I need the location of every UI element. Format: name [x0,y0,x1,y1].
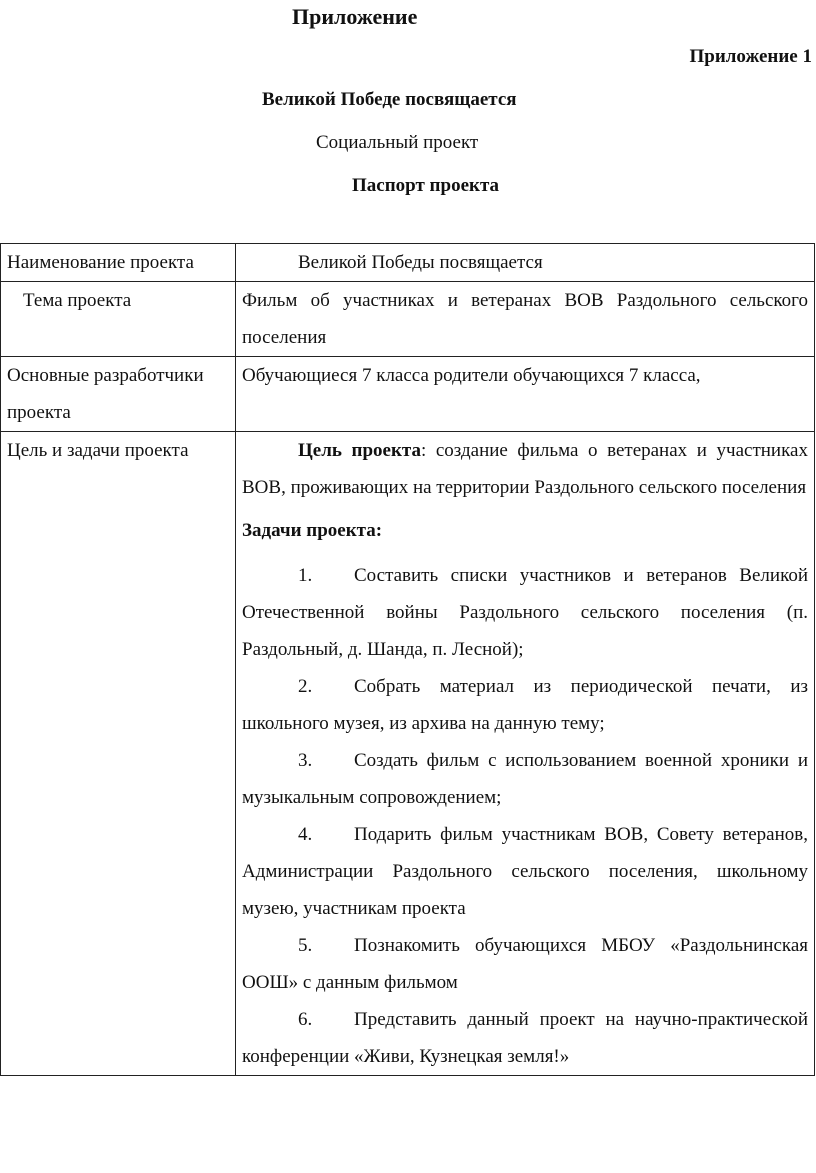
appendix-number: Приложение 1 [689,46,812,67]
list-item [242,742,808,816]
goal-text: : создание фильма о ветеранах и участниках ВОВ, проживающих на территории Раздольного сельского поселения [242,440,808,498]
list-item [242,1001,808,1075]
list-item [242,668,808,742]
list-item [242,927,808,1001]
row-value-goals [236,432,815,1076]
task-text: Подарить фильм участникам ВОВ, Совету ветеранов, Администрации Раздольного сельского поселения, школьному музею, участникам проекта [242,824,808,919]
task-text: Создать фильм с использованием военной хроники и музыкальным сопровождением; [242,750,808,808]
task-number: 6. [298,1009,313,1030]
task-number: 2. [298,676,313,697]
task-text: Познакомить обучающихся МБОУ «Раздольнинская ООШ» с данным фильмом [242,935,808,993]
task-number: 3. [298,750,313,771]
project-name-text: Великой Победы посвящается [298,252,543,273]
tasks-heading: Задачи проекта: [242,520,383,541]
dedication-heading: Великой Победе посвящается [262,89,517,110]
task-text: Собрать материал из периодической печати, из школьного музея, из архива на данную тему; [242,676,808,734]
goal-paragraph [242,432,808,506]
task-number: 4. [298,824,313,845]
table-row [1,282,815,357]
goal-label: Цель проекта [298,440,421,461]
table-row [1,244,815,282]
row-label-developers: Основные разработчики проекта [1,357,236,432]
row-value-topic: Фильм об участниках и ветеранах ВОВ Раздольного сельского поселения [236,282,815,357]
row-value-developers: Обучающиеся 7 класса родители обучающихся 7 класса, [236,357,815,432]
page-title: Приложение [292,4,418,29]
table-row [1,357,815,432]
task-text: Представить данный проект на научно-практической конференции «Живи, Кузнецкая земля!» [242,1009,808,1067]
row-label-goals [1,432,236,1076]
task-number: 1. [298,565,313,586]
project-passport-table [0,243,815,1076]
row-value-name [236,244,815,282]
project-type-heading: Социальный проект [316,132,479,153]
list-item [242,816,808,927]
table-row [1,432,815,1076]
row-label-topic: Тема проекта [1,282,236,357]
goals-label-text: Цель и задачи проекта [7,440,189,461]
row-label-name: Наименование проекта [1,244,236,282]
passport-heading: Паспорт проекта [352,175,500,196]
list-item [242,557,808,668]
task-number: 5. [298,935,313,956]
task-list [242,557,808,1075]
task-text: Составить списки участников и ветеранов Великой Отечественной войны Раздольного сельского поселения (п. Раздольный, д. Шанда, п. Лесной); [242,565,808,660]
